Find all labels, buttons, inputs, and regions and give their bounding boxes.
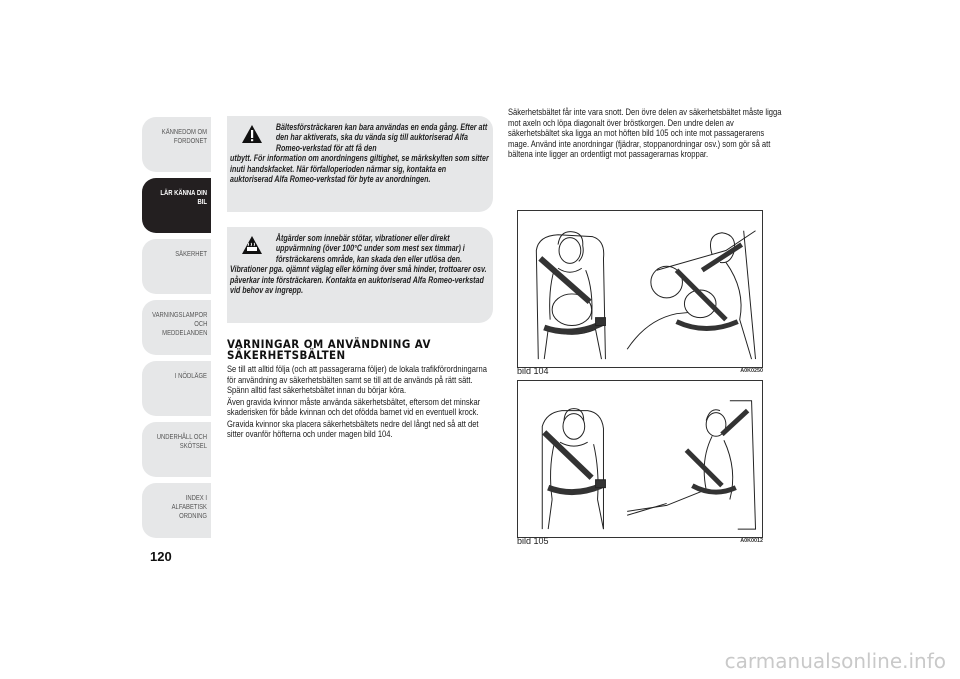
right-paragraph: Säkerhetsbältet får inte vara snott. Den övre delen av säkerhetsbältet måste ligga mot axeln och löpa diagonalt över bröstkorgen. Den undre delen av säkerhetsbältet ska ligga an mot höften bild 105 och inte mot passagerarens mage. Använd inte anordningar (fjädrar, stoppanordningar osv.) som gör så att bältena inte ligger an ordentligt mot passagerarnas kroppar.: [508, 107, 782, 160]
paragraph: Även gravida kvinnor måste använda säkerhetsbältet, eftersom det minskar skaderisken för både kvinnan och det ofödda barnet vid en eventuell krock.: [227, 396, 481, 418]
pregnant-seatbelt-illustration: [518, 211, 762, 367]
section-title: VARNINGAR OM ANVÄNDNING AV SÄKERHETSBÄLTEN: [227, 338, 431, 362]
figure-code: A0K0250: [740, 368, 763, 374]
figure-105-illustration: [517, 380, 763, 538]
figure-code: A0K0012: [740, 538, 763, 544]
warning-text: Bältesförsträckaren kan bara användas en enda gång. Efter att den har aktiverats, ska du vända sig till auktoriserad Alfa Romeo-verkstad för att få den utbytt. För information om anordningens giltighet, se märkskylten som sitter inuti handskfacket. När förfalloperioden närmar sig, kontakta en auktoriserad Alfa Romeo-verkstad för byte av anordningen.: [230, 122, 489, 185]
figure-104-caption: bild 104 A0K0250: [517, 366, 763, 376]
watermark: carmanualsonline.info: [724, 649, 946, 673]
tab-underhall-och-skotsel[interactable]: UNDERHÅLL OCH SKÖTSEL: [142, 422, 211, 477]
tab-kannedom-om-fordonet[interactable]: KÄNNEDOM OM FORDONET: [142, 117, 211, 172]
paragraph: Se till att alltid följa (och att passagerarna följer) de lokala trafikförordningarna för användning av säkerhetsbälten samt se till att de används på rätt sätt. Spänn alltid fast säkerhetsbältet innan du börjar köra.: [227, 364, 487, 396]
figure-104-illustration: [517, 210, 763, 368]
tab-index[interactable]: INDEX I ALFABETISK ORDNING: [142, 483, 211, 538]
tab-sakerhet[interactable]: SÄKERHET: [142, 239, 211, 294]
warning-text: Åtgärder som innebär stötar, vibrationer eller direkt uppvärmning (över 100°C under som mest sex timmar) i försträckarens område, kan skada den eller utlösa den. Vibrationer pga. ojämnt väglag eller körning över små hinder, trottoarer osv. påverkar inte försträckaren. Kontakta en auktoriserad Alfa Romeo-verkstad vid behov av ingrepp.: [230, 233, 487, 296]
section-body: [227, 365, 496, 442]
side-tabs: [142, 117, 211, 544]
warning-box-heat: [227, 227, 493, 323]
tab-i-nodlage[interactable]: I NÖDLÄGE: [142, 361, 211, 416]
tab-lar-kanna-din-bil[interactable]: LÄR KÄNNA DIN BIL: [142, 178, 211, 233]
page-number: 120: [150, 549, 172, 564]
seatbelt-position-illustration: [518, 381, 762, 537]
tab-varningslampor[interactable]: VARNINGSLAMPOR OCH MEDDELANDEN: [142, 300, 211, 355]
paragraph: Gravida kvinnor ska placera säkerhetsbältets nedre del långt ned så att det sitter ovanför höfterna och under magen bild 104.: [227, 418, 479, 440]
warning-box-pretensioner: [227, 116, 493, 212]
figure-105-caption: bild 105 A0K0012: [517, 536, 763, 546]
